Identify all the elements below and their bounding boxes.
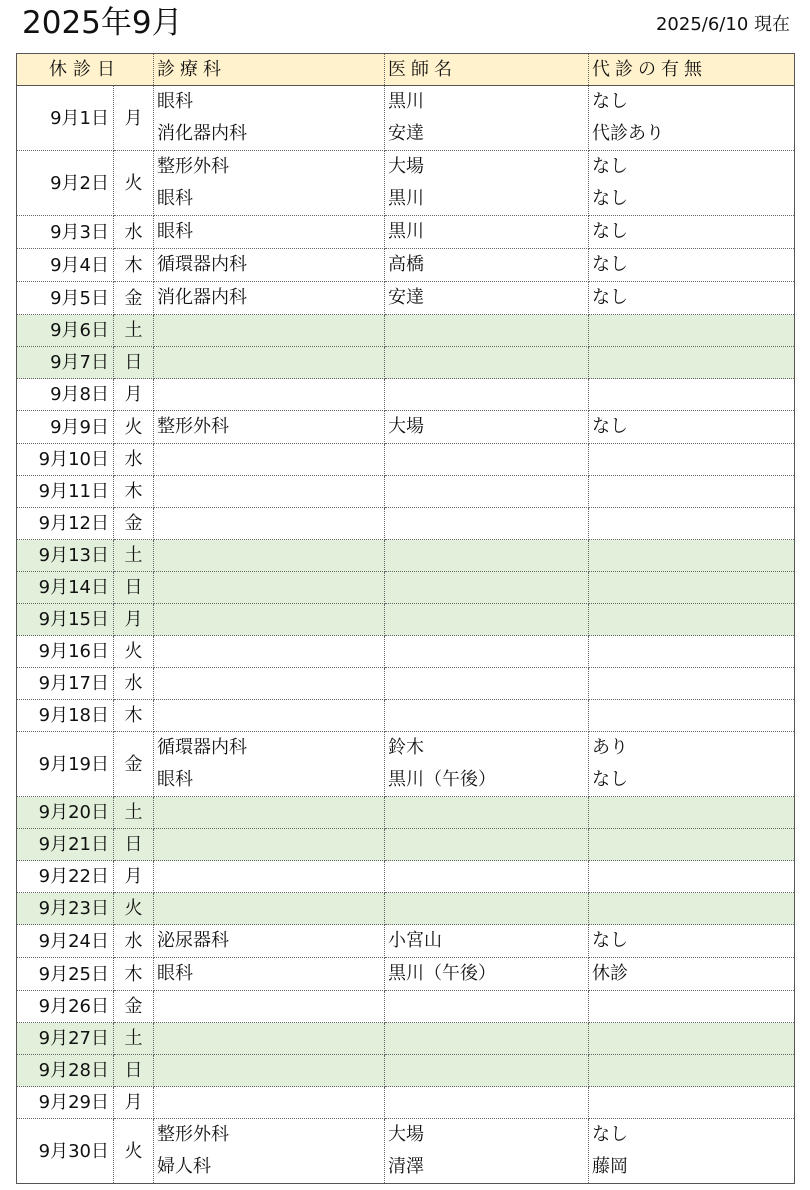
doctor-cell [385, 347, 589, 379]
substitute-cell [589, 797, 795, 829]
substitute-text: なし [592, 156, 628, 177]
date-cell: 9月2日 [17, 151, 114, 216]
date-cell: 9月1日 [17, 86, 114, 151]
table-row [17, 700, 795, 732]
department-cell [154, 1119, 385, 1184]
department-text: 整形外科 [157, 416, 229, 437]
doctor-cell [385, 604, 589, 636]
department-text: 眼科 [157, 221, 193, 242]
substitute-text: なし [592, 188, 628, 209]
doctor-text: 大場 [388, 156, 424, 177]
weekday-cell: 月 [114, 379, 154, 411]
department-text: 婦人科 [157, 1156, 211, 1177]
table-row [17, 958, 795, 991]
doctor-cell [385, 797, 589, 829]
substitute-cell [589, 668, 795, 700]
doctor-text: 黒川 [388, 91, 424, 112]
date-cell: 9月3日 [17, 216, 114, 249]
weekday-cell: 木 [114, 958, 154, 991]
table-header-row [17, 54, 795, 86]
doctor-cell [385, 151, 589, 216]
table-row [17, 668, 795, 700]
doctor-cell [385, 411, 589, 444]
weekday-cell: 日 [114, 1055, 154, 1087]
table-row [17, 379, 795, 411]
doctor-cell [385, 700, 589, 732]
substitute-text: あり [592, 737, 628, 758]
substitute-cell [589, 572, 795, 604]
weekday-cell: 金 [114, 508, 154, 540]
weekday-cell: 水 [114, 444, 154, 476]
department-cell [154, 151, 385, 216]
date-cell: 9月27日 [17, 1023, 114, 1055]
substitute-cell [589, 86, 795, 151]
department-cell [154, 1055, 385, 1087]
substitute-cell [589, 249, 795, 282]
weekday-cell: 月 [114, 604, 154, 636]
department-cell [154, 249, 385, 282]
weekday-cell: 火 [114, 411, 154, 444]
department-cell [154, 347, 385, 379]
department-cell [154, 476, 385, 508]
department-cell [154, 925, 385, 958]
department-cell [154, 315, 385, 347]
weekday-cell: 木 [114, 700, 154, 732]
weekday-cell: 木 [114, 476, 154, 508]
doctor-text: 鈴木 [388, 737, 424, 758]
date-cell: 9月7日 [17, 347, 114, 379]
table-row [17, 347, 795, 379]
date-cell: 9月23日 [17, 893, 114, 925]
weekday-cell: 土 [114, 315, 154, 347]
substitute-cell [589, 476, 795, 508]
date-cell: 9月8日 [17, 379, 114, 411]
doctor-cell [385, 1119, 589, 1184]
substitute-cell [589, 1087, 795, 1119]
substitute-text: 休診 [592, 963, 628, 984]
department-cell [154, 411, 385, 444]
substitute-text: 藤岡 [592, 1156, 628, 1177]
department-cell [154, 572, 385, 604]
doctor-text: 大場 [388, 416, 424, 437]
department-cell [154, 216, 385, 249]
weekday-cell: 火 [114, 636, 154, 668]
weekday-cell: 金 [114, 991, 154, 1023]
date-cell: 9月26日 [17, 991, 114, 1023]
doctor-cell [385, 893, 589, 925]
weekday-cell: 日 [114, 829, 154, 861]
table-body [17, 86, 795, 1184]
substitute-cell [589, 1023, 795, 1055]
doctor-cell [385, 508, 589, 540]
doctor-text: 黒川（午後） [388, 963, 496, 984]
table-row [17, 508, 795, 540]
weekday-cell: 土 [114, 540, 154, 572]
department-text: 眼科 [157, 963, 193, 984]
substitute-cell [589, 444, 795, 476]
doctor-cell [385, 829, 589, 861]
department-cell [154, 958, 385, 991]
department-cell [154, 282, 385, 315]
table-row [17, 1055, 795, 1087]
date-cell: 9月24日 [17, 925, 114, 958]
department-cell [154, 444, 385, 476]
substitute-text: なし [592, 254, 628, 275]
weekday-cell: 金 [114, 282, 154, 315]
substitute-cell [589, 151, 795, 216]
doctor-cell [385, 925, 589, 958]
department-text: 消化器内科 [157, 287, 247, 308]
substitute-cell [589, 700, 795, 732]
doctor-cell [385, 732, 589, 797]
doctor-text: 小宮山 [388, 930, 442, 951]
substitute-cell [589, 829, 795, 861]
doctor-text: 黒川 [388, 188, 424, 209]
date-cell: 9月11日 [17, 476, 114, 508]
department-cell [154, 540, 385, 572]
department-cell [154, 1087, 385, 1119]
table-row [17, 636, 795, 668]
substitute-cell [589, 861, 795, 893]
substitute-text: なし [592, 221, 628, 242]
table-row [17, 411, 795, 444]
substitute-cell [589, 1055, 795, 1087]
doctor-cell [385, 444, 589, 476]
department-cell [154, 379, 385, 411]
date-cell: 9月14日 [17, 572, 114, 604]
doctor-cell [385, 540, 589, 572]
doctor-cell [385, 249, 589, 282]
weekday-cell: 水 [114, 925, 154, 958]
doctor-cell [385, 668, 589, 700]
table-row [17, 1119, 795, 1184]
table-row [17, 829, 795, 861]
department-cell [154, 991, 385, 1023]
substitute-cell [589, 540, 795, 572]
date-cell: 9月16日 [17, 636, 114, 668]
department-cell [154, 893, 385, 925]
department-text: 循環器内科 [157, 737, 247, 758]
weekday-cell: 日 [114, 572, 154, 604]
substitute-cell [589, 991, 795, 1023]
department-cell [154, 700, 385, 732]
substitute-cell [589, 282, 795, 315]
header-doctor: 医師名 [385, 54, 589, 86]
date-cell: 9月29日 [17, 1087, 114, 1119]
substitute-cell [589, 216, 795, 249]
date-cell: 9月15日 [17, 604, 114, 636]
substitute-text: なし [592, 287, 628, 308]
table-row [17, 572, 795, 604]
table-row [17, 151, 795, 216]
substitute-cell [589, 636, 795, 668]
date-cell: 9月19日 [17, 732, 114, 797]
doctor-text: 高橋 [388, 254, 424, 275]
header-substitute: 代診の有無 [589, 54, 795, 86]
weekday-cell: 火 [114, 893, 154, 925]
doctor-cell [385, 86, 589, 151]
substitute-cell [589, 925, 795, 958]
substitute-cell [589, 1119, 795, 1184]
department-cell [154, 86, 385, 151]
department-cell [154, 668, 385, 700]
date-cell: 9月5日 [17, 282, 114, 315]
date-cell: 9月25日 [17, 958, 114, 991]
department-cell [154, 604, 385, 636]
header-department: 診療科 [154, 54, 385, 86]
doctor-cell [385, 476, 589, 508]
table-row [17, 732, 795, 797]
department-text: 眼科 [157, 769, 193, 790]
doctor-text: 黒川 [388, 221, 424, 242]
weekday-cell: 火 [114, 151, 154, 216]
doctor-cell [385, 379, 589, 411]
substitute-cell [589, 958, 795, 991]
weekday-cell: 月 [114, 861, 154, 893]
weekday-cell: 火 [114, 1119, 154, 1184]
table-row [17, 282, 795, 315]
table-row [17, 540, 795, 572]
doctor-cell [385, 572, 589, 604]
doctor-cell [385, 861, 589, 893]
table-row [17, 604, 795, 636]
table-row [17, 991, 795, 1023]
table-row [17, 861, 795, 893]
department-cell [154, 732, 385, 797]
date-cell: 9月10日 [17, 444, 114, 476]
table-row [17, 86, 795, 151]
table-row [17, 925, 795, 958]
department-text: 眼科 [157, 188, 193, 209]
doctor-cell [385, 636, 589, 668]
weekday-cell: 金 [114, 732, 154, 797]
weekday-cell: 月 [114, 1087, 154, 1119]
doctor-cell [385, 1023, 589, 1055]
doctor-text: 大場 [388, 1124, 424, 1145]
doctor-text: 安達 [388, 123, 424, 144]
header-off-day: 休診日 [17, 54, 154, 86]
department-cell [154, 797, 385, 829]
doctor-text: 清澤 [388, 1156, 424, 1177]
page-title: 2025年9月 [22, 5, 183, 41]
substitute-text: なし [592, 91, 628, 112]
substitute-text: なし [592, 416, 628, 437]
weekday-cell: 水 [114, 216, 154, 249]
doctor-cell [385, 282, 589, 315]
department-cell [154, 1023, 385, 1055]
substitute-cell [589, 411, 795, 444]
weekday-cell: 土 [114, 1023, 154, 1055]
substitute-cell [589, 732, 795, 797]
date-cell: 9月30日 [17, 1119, 114, 1184]
substitute-cell [589, 347, 795, 379]
weekday-cell: 日 [114, 347, 154, 379]
department-cell [154, 861, 385, 893]
as-of-date: 2025/6/10 現在 [655, 14, 790, 35]
table-row [17, 476, 795, 508]
date-cell: 9月6日 [17, 315, 114, 347]
department-text: 整形外科 [157, 156, 229, 177]
table-row [17, 249, 795, 282]
substitute-cell [589, 604, 795, 636]
table-row [17, 444, 795, 476]
table-row [17, 216, 795, 249]
substitute-cell [589, 379, 795, 411]
date-cell: 9月17日 [17, 668, 114, 700]
date-cell: 9月4日 [17, 249, 114, 282]
substitute-cell [589, 315, 795, 347]
date-cell: 9月28日 [17, 1055, 114, 1087]
date-cell: 9月22日 [17, 861, 114, 893]
doctor-text: 黒川（午後） [388, 769, 496, 790]
doctor-cell [385, 315, 589, 347]
weekday-cell: 月 [114, 86, 154, 151]
doctor-cell [385, 958, 589, 991]
doctor-cell [385, 991, 589, 1023]
department-text: 循環器内科 [157, 254, 247, 275]
date-cell: 9月18日 [17, 700, 114, 732]
substitute-text: なし [592, 769, 628, 790]
department-text: 整形外科 [157, 1124, 229, 1145]
substitute-cell [589, 893, 795, 925]
table-row [17, 893, 795, 925]
weekday-cell: 土 [114, 797, 154, 829]
table-row [17, 1023, 795, 1055]
substitute-text: なし [592, 1124, 628, 1145]
doctor-text: 安達 [388, 287, 424, 308]
date-cell: 9月9日 [17, 411, 114, 444]
substitute-cell [589, 508, 795, 540]
department-text: 眼科 [157, 91, 193, 112]
table-row [17, 797, 795, 829]
date-cell: 9月12日 [17, 508, 114, 540]
table-row [17, 1087, 795, 1119]
doctor-cell [385, 216, 589, 249]
department-cell [154, 829, 385, 861]
department-text: 泌尿器科 [157, 930, 229, 951]
substitute-text: なし [592, 930, 628, 951]
department-text: 消化器内科 [157, 123, 247, 144]
date-cell: 9月13日 [17, 540, 114, 572]
weekday-cell: 水 [114, 668, 154, 700]
substitute-text: 代診あり [592, 123, 664, 144]
table-row [17, 315, 795, 347]
department-cell [154, 508, 385, 540]
date-cell: 9月21日 [17, 829, 114, 861]
doctor-cell [385, 1087, 589, 1119]
department-cell [154, 636, 385, 668]
doctor-cell [385, 1055, 589, 1087]
date-cell: 9月20日 [17, 797, 114, 829]
closure-schedule-table [16, 53, 795, 1184]
weekday-cell: 木 [114, 249, 154, 282]
